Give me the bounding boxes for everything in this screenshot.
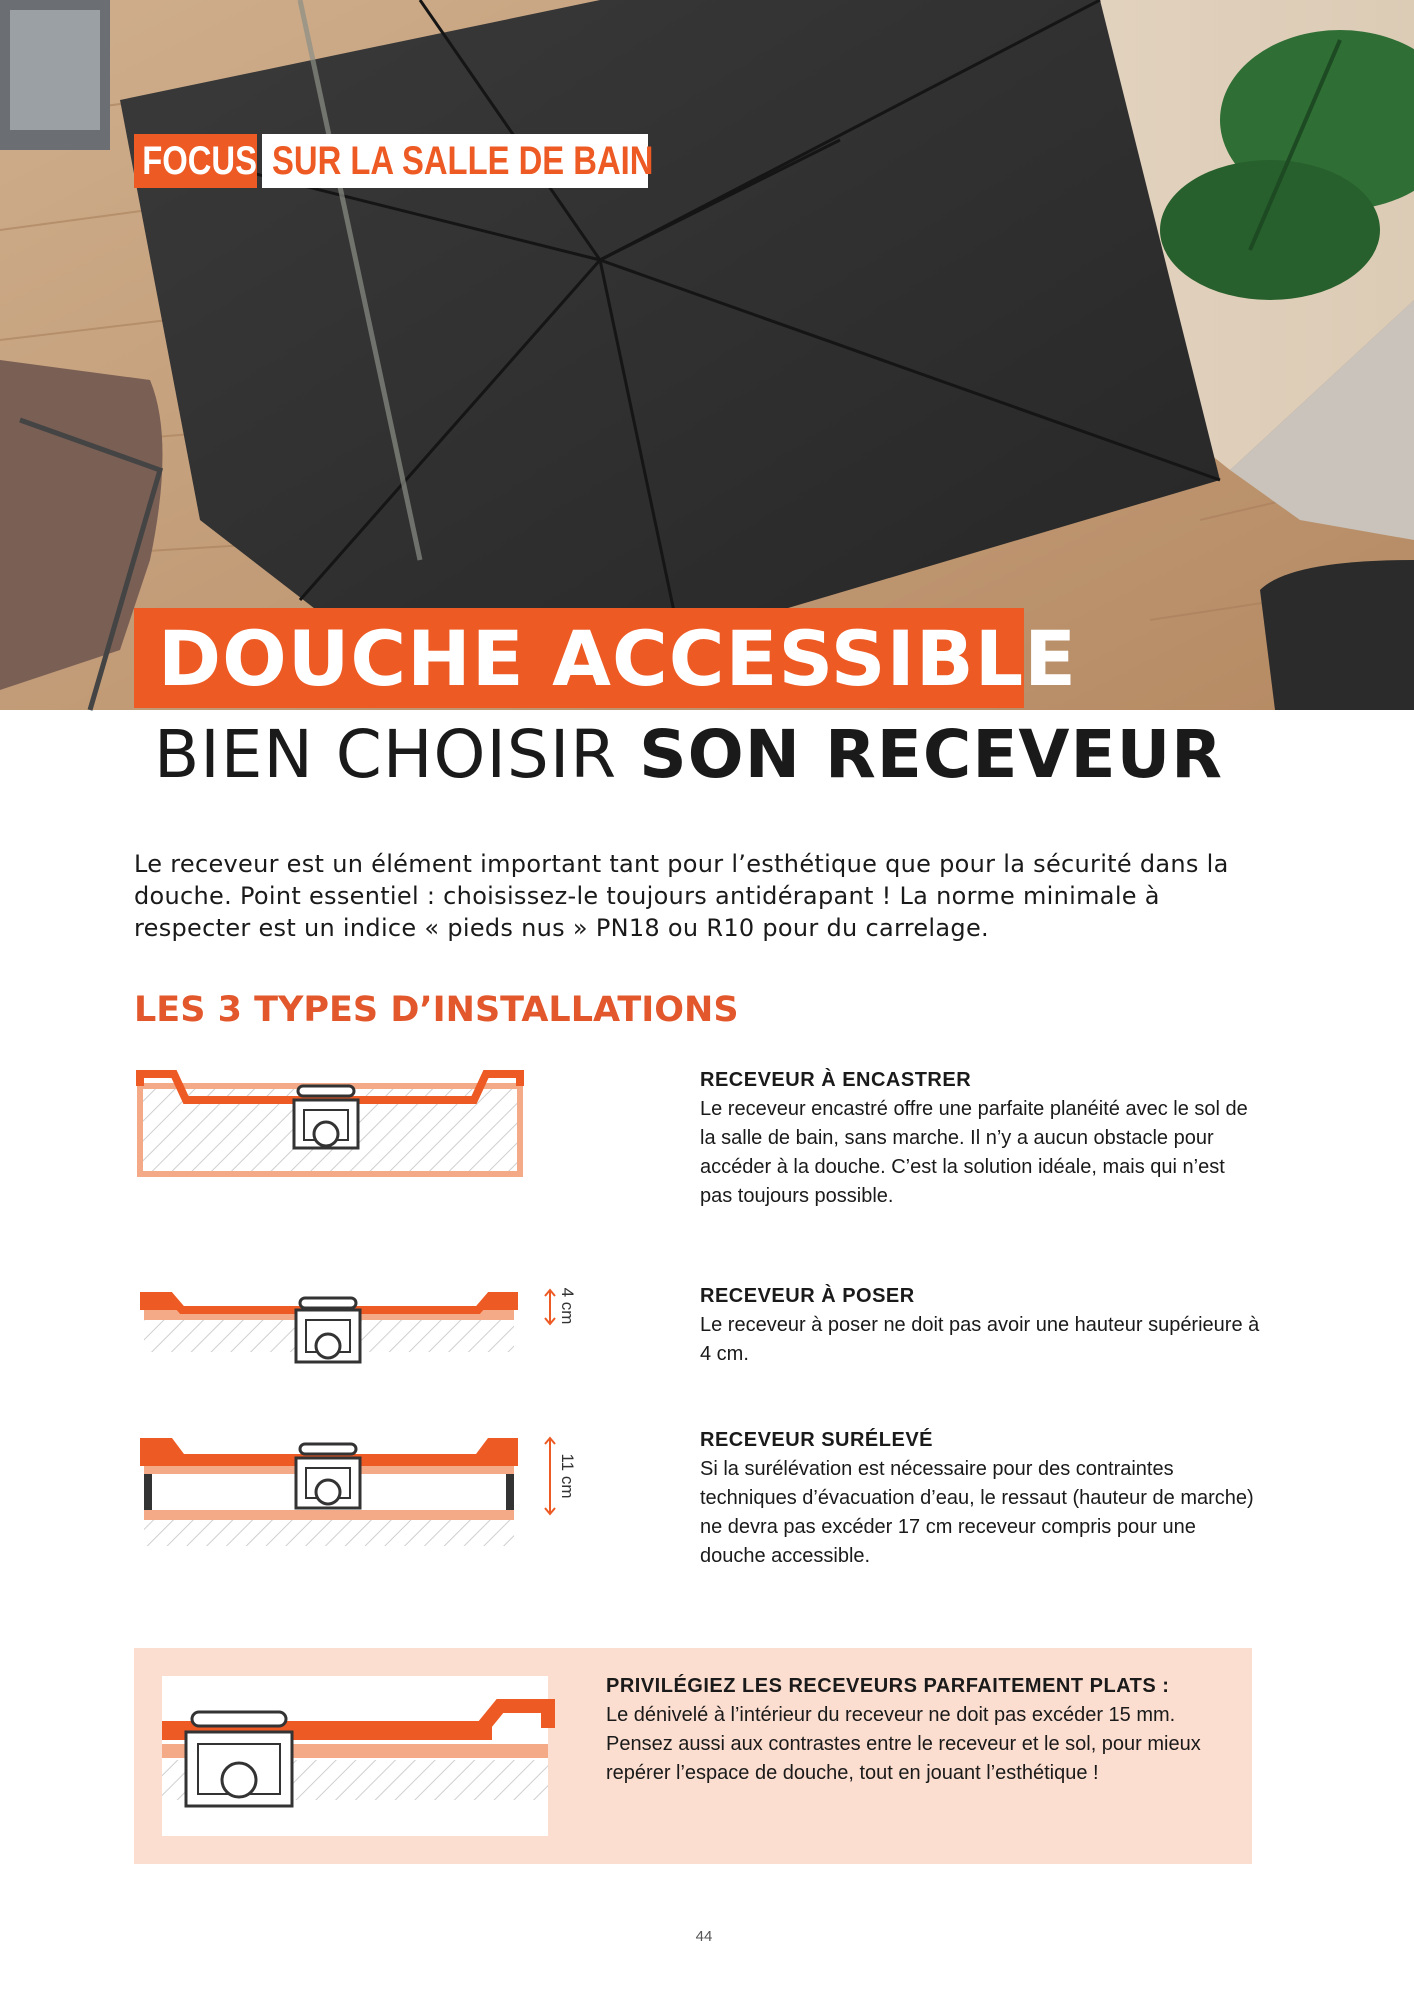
- diagram-recessed: [134, 1070, 534, 1180]
- type-block-raised: [700, 1426, 1260, 1571]
- type-heading: RECEVEUR À ENCASTRER: [700, 1069, 972, 1091]
- dimension-label-4cm: 4 cm: [558, 1287, 577, 1325]
- callout-text: [606, 1672, 1226, 1788]
- type-block-surface: [700, 1282, 1260, 1369]
- diagram-raised: [134, 1420, 577, 1550]
- type-text: Si la surélévation est nécessaire pour des contraintes techniques d’évacuation d’eau, le ressaut (hauteur de marche) ne devra pas excéder 17 cm receveur compris pour une douche accessible.: [700, 1458, 1254, 1567]
- type-text: Le receveur à poser ne doit pas avoir une hauteur supérieure à 4 cm.: [700, 1314, 1260, 1365]
- diagram-flat-tray: [162, 1676, 548, 1836]
- focus-tag: [134, 134, 654, 188]
- callout-body: Le dénivelé à l’intérieur du receveur ne doit pas excéder 15 mm. Pensez aussi aux contrastes entre le receveur et le sol, pour mieux repérer l’espace de douche, tout en jouant l’esthétique !: [606, 1704, 1201, 1784]
- hero-photo: [0, 0, 1414, 710]
- main-title-box: [134, 608, 1078, 708]
- focus-label: FOCUS: [134, 134, 257, 188]
- section-title: LES 3 TYPES D’INSTALLATIONS: [134, 990, 739, 1030]
- callout-diagram-panel: [162, 1676, 548, 1836]
- callout-heading: PRIVILÉGIEZ LES RECEVEURS PARFAITEMENT PLATS :: [606, 1675, 1170, 1697]
- intro-paragraph: Le receveur est un élément important tant pour l’esthétique que pour la sécurité dans la douche. Point essentiel : choisissez-le toujours antidérapant ! La norme minimale à respecter est un indice « pieds nus » PN18 ou R10 pour du carrelage.: [134, 850, 1229, 942]
- type-heading: RECEVEUR SURÉLEVÉ: [700, 1429, 933, 1451]
- bathroom-shower-photo: [0, 0, 1414, 710]
- topic-label: SUR LA SALLE DE BAIN: [262, 134, 648, 188]
- diagram-surface-mounted: [134, 1270, 577, 1380]
- type-block-recessed: [700, 1066, 1260, 1211]
- subtitle-bold: SON RECEVEUR: [639, 716, 1223, 793]
- subtitle-light: BIEN CHOISIR: [154, 716, 640, 793]
- page-number: 44: [695, 1928, 713, 1945]
- flat-tray-callout: [134, 1648, 1252, 1864]
- type-heading: RECEVEUR À POSER: [700, 1285, 915, 1307]
- dimension-label-11cm: 11 cm: [558, 1453, 577, 1499]
- subtitle: [154, 716, 1223, 793]
- main-title: DOUCHE ACCESSIBLE: [158, 614, 1078, 703]
- type-text: Le receveur encastré offre une parfaite planéité avec le sol de la salle de bain, sans marche. Il n’y a aucun obstacle pour accéder à la douche. C’est la solution idéale, mais qui n’est pas toujours possible.: [700, 1098, 1248, 1207]
